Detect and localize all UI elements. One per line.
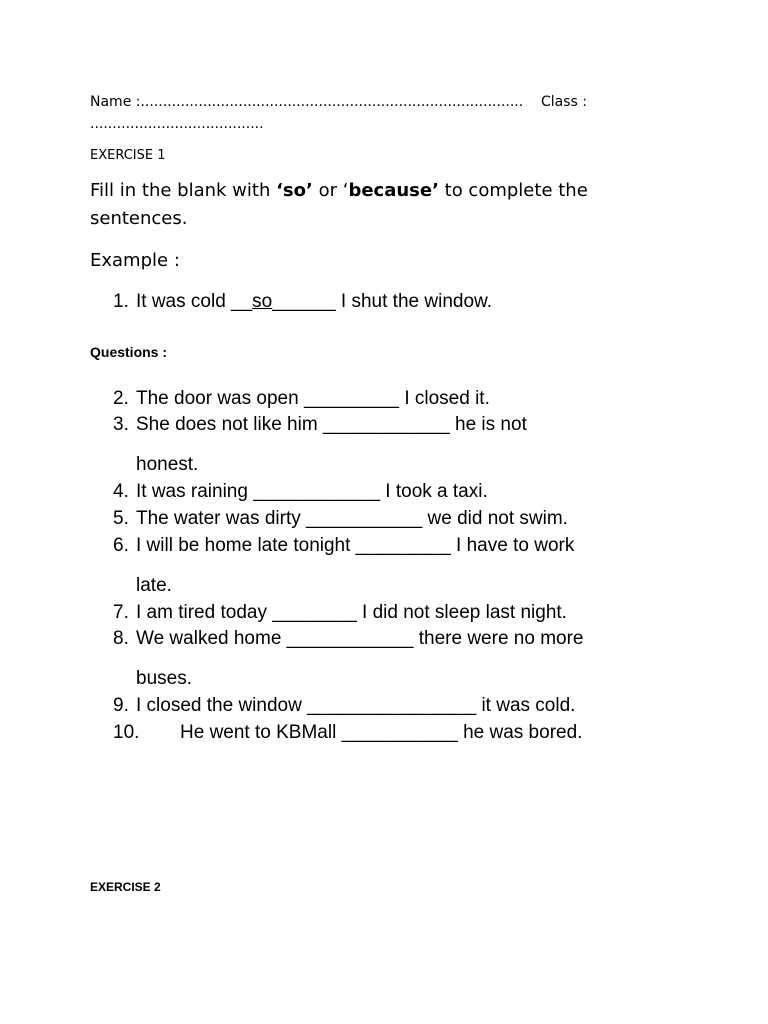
questions-label: Questions : — [90, 344, 168, 360]
question-3: 3. She does not like him ____________ he is not — [113, 414, 527, 435]
question-8-continued: buses. — [136, 668, 192, 689]
question-6: 6. I will be home late tonight _________ I have to work — [113, 535, 575, 556]
question-6-continued: late. — [136, 575, 172, 596]
question-4: 4. It was raining ____________ I took a taxi. — [113, 481, 488, 502]
question-7: 7. I am tired today ________ I did not sleep last night. — [113, 602, 567, 623]
question-9: 9. I closed the window ________________ it was cold. — [113, 695, 576, 716]
instruction-line-2: sentences. — [90, 208, 188, 229]
question-3-continued: honest. — [136, 454, 199, 475]
question-2: 2. The door was open _________ I closed it. — [113, 388, 490, 409]
example-sentence: 1. It was cold __so______ I shut the window. — [113, 291, 492, 312]
question-5: 5. The water was dirty ___________ we did not swim. — [113, 508, 568, 529]
question-10: 10. He went to KBMall ___________ he was bored. — [113, 722, 583, 743]
question-8: 8. We walked home ____________ there were no more — [113, 628, 584, 649]
exercise-1-title: EXERCISE 1 — [90, 148, 166, 163]
example-answer: so — [252, 291, 273, 312]
example-label: Example : — [90, 250, 180, 271]
class-dots: ....................................... — [90, 116, 264, 132]
name-class-line: Name :...................................................................................... Class : — [90, 94, 587, 110]
instruction-line-1: Fill in the blank with ‘so’ or ‘because’ to complete the — [90, 180, 588, 201]
exercise-2-title: EXERCISE 2 — [90, 880, 161, 894]
